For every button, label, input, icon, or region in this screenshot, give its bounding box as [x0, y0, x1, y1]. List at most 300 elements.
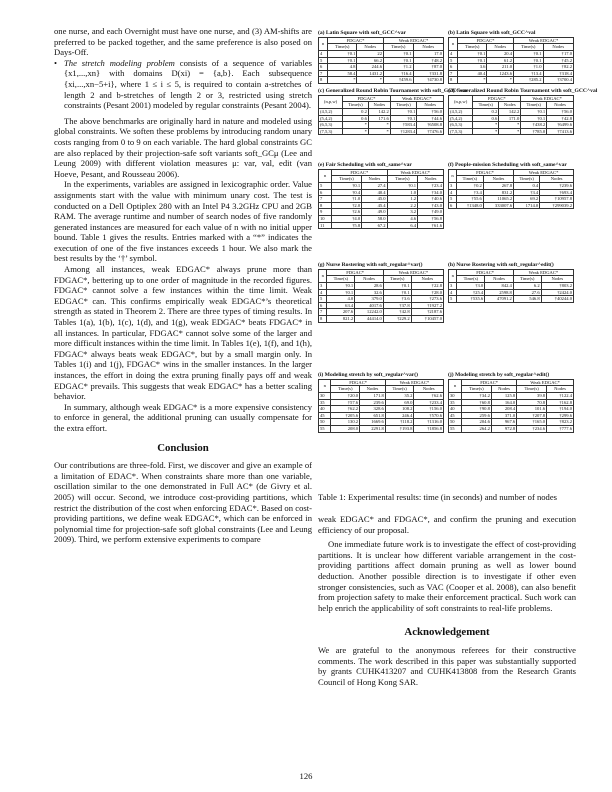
table-row	[449, 77, 574, 84]
table-cell: †2.0	[332, 202, 362, 209]
table-cell: †0.1	[390, 115, 417, 122]
table-cell: 67.2	[362, 222, 387, 229]
table-cell: †6499.6	[547, 122, 574, 129]
table-cell: 50	[319, 419, 331, 426]
key-header: n	[449, 169, 457, 182]
subtable-3	[448, 88, 598, 135]
table-row	[319, 196, 444, 203]
table-cell: *	[327, 77, 357, 84]
table-cell: †56.8	[418, 215, 444, 222]
table-cell: †438.2	[521, 122, 547, 129]
table-cell: 244.6	[357, 64, 384, 71]
fdgac-header: FDGAC*	[327, 37, 383, 44]
section-heading-acknowledgement: Acknowledgement	[404, 626, 490, 639]
table-cell: 130.2	[331, 419, 360, 426]
time-header: Time(s)	[457, 44, 487, 51]
subtable-caption: (b) Latin Square with soft_GCC^val	[448, 30, 536, 36]
table-cell: *	[357, 77, 384, 84]
table-row	[449, 419, 574, 426]
table-cell: (6,5,3)	[319, 122, 343, 129]
subtable-8	[318, 372, 444, 433]
key-header: n	[319, 269, 327, 282]
subtable-caption: (c) Generalized Round Robin Tournament with soft_GCC^var	[318, 88, 468, 94]
table-cell: †0.1	[383, 282, 411, 289]
table-cell: 8	[449, 77, 458, 84]
table-cell: 1.2	[387, 196, 417, 203]
table-cell: 4	[449, 189, 457, 196]
table-cell: 9	[319, 209, 332, 216]
paragraph: In the experiments, variables are assigned in lexicographic order. Value assignments start with the value with minimum unary cost. The test is conducted on a Dell Optiplex 280 with an Intel P4 3.2GHz CPU and 2GB RAM. The average runtime and number of search nodes of five randomly generated instances are measured for each value of n with no initial upper bound. Table 1 gives the results. Entries marked with a “*” indicates the execution of one of the five instances exceeds 1 hour. We also mark the best results by the ‘†’ symbol.	[54, 179, 312, 264]
table-cell: 208.4	[491, 406, 516, 413]
table-row	[319, 215, 444, 222]
table-cell: †10457.0	[411, 315, 443, 322]
subtable-2	[318, 88, 468, 135]
table-cell: 3	[319, 282, 327, 289]
subtable-caption: (f) People-mission Scheduling with soft_same^var	[448, 162, 567, 168]
table-cell: †90.8	[462, 406, 492, 413]
weak-edgac-header: Weak EDGAC*	[384, 37, 444, 44]
table-row	[449, 399, 574, 406]
time-header: Time(s)	[343, 102, 369, 109]
table-cell: 11	[319, 222, 332, 229]
table-cell: 2291.8	[360, 425, 386, 432]
table-cell: 35	[319, 399, 331, 406]
table-cell: 1669.6	[360, 419, 386, 426]
table-cell: †273.6	[411, 296, 443, 303]
table-cell: 1714.0	[514, 202, 540, 209]
table-cell: †42.8	[547, 115, 574, 122]
table-cell: †318.4	[543, 70, 573, 77]
table-cell: †0.1	[521, 115, 547, 122]
table-cell: †6508.8	[417, 122, 444, 129]
nodes-header: Nodes	[483, 176, 513, 183]
table-cell: 45	[319, 412, 331, 419]
nodes-header: Nodes	[360, 386, 386, 393]
fdgac-header: FDGAC*	[456, 169, 513, 176]
table-cell: 28.6	[355, 282, 384, 289]
table-row	[319, 50, 444, 57]
table-row	[319, 309, 444, 316]
table-cell: †299039.2	[540, 202, 574, 209]
table-cell: 27.4	[362, 182, 387, 189]
table-cell: 171.8	[360, 392, 386, 399]
table-cell: †2.6	[332, 209, 362, 216]
nodes-header: Nodes	[491, 386, 516, 393]
table-cell: †34.2	[462, 392, 492, 399]
table-row	[319, 289, 444, 296]
table-cell: †118.2	[385, 419, 414, 426]
table-cell: (4,5,2)	[319, 108, 343, 115]
table-row	[319, 182, 444, 189]
nodes-header: Nodes	[487, 44, 514, 51]
table-cell: †0.1	[390, 108, 417, 115]
table-cell: †1348.0	[456, 202, 483, 209]
table-cell: 171.0	[499, 115, 521, 122]
time-header: Time(s)	[514, 44, 544, 51]
paragraph: weak EDGAC* and FDGAC*, and confirm the pruning and execution efficiency of our proposal.	[318, 514, 576, 535]
table-cell: 164.0	[491, 399, 516, 406]
nodes-header: Nodes	[411, 276, 443, 283]
data-table	[318, 379, 444, 433]
table-cell: 45.0	[362, 196, 387, 203]
key-header: (n,p,w)	[319, 95, 343, 108]
table-cell: (7,5,3)	[449, 128, 473, 135]
time-header: Time(s)	[456, 176, 483, 183]
table-cell: 4	[449, 50, 458, 57]
section-heading-conclusion: Conclusion	[157, 441, 209, 454]
weak-edgac-header: Weak EDGAC*	[521, 95, 574, 102]
bullet-item	[54, 58, 312, 111]
nodes-header: Nodes	[485, 276, 514, 283]
table-cell: *	[499, 128, 521, 135]
table-row	[319, 209, 444, 216]
table-cell: 20.4	[487, 50, 514, 57]
table-cell: 69.0	[385, 399, 414, 406]
table-cell: 61.2	[487, 57, 514, 64]
table-cell: (7,5,3)	[319, 128, 343, 135]
table-cell: 17.0	[413, 50, 443, 57]
table-cell: †62.6	[414, 392, 444, 399]
table-cell: †156.0	[414, 406, 444, 413]
table-cell: 0.6	[343, 115, 369, 122]
table-cell: †331.8	[413, 70, 443, 77]
table-cell: 4	[319, 50, 328, 57]
table-cell: 3	[449, 182, 457, 189]
right-column	[318, 514, 576, 687]
table-cell: 0.6	[473, 115, 499, 122]
subtable-caption: (g) Nurse Rostering with soft_regular^var()	[318, 262, 423, 268]
table-cell: 35.2	[385, 392, 414, 399]
table-cell: †162.8	[547, 399, 574, 406]
table-cell: 30	[319, 392, 331, 399]
subtable-9	[448, 372, 574, 433]
page-number: 126	[299, 771, 313, 781]
key-header: n	[449, 269, 457, 282]
table-cell: †87.0	[413, 64, 443, 71]
table-cell: †55.6	[456, 196, 483, 203]
table-cell: †44.6	[417, 115, 444, 122]
table-cell: 4.0	[327, 296, 355, 303]
table-cell: 4.6	[387, 215, 417, 222]
table-cell: 3.2	[387, 209, 417, 216]
table-cell: †0.1	[327, 57, 357, 64]
table-row	[449, 282, 574, 289]
table-cell: 204.6	[462, 419, 492, 426]
nodes-header: Nodes	[413, 44, 443, 51]
table-cell: 8	[319, 77, 328, 84]
table-cell: †1.0	[332, 196, 362, 203]
table-cell: †16.4	[384, 70, 414, 77]
table-row	[319, 128, 444, 135]
data-table	[318, 37, 444, 84]
table-cell: 1431.2	[357, 70, 384, 77]
table-row	[449, 425, 574, 432]
table-cell: 0.4	[514, 182, 540, 189]
table-row	[449, 108, 574, 115]
table-cell: †0.1	[327, 282, 355, 289]
table-cell: 47091.2	[485, 296, 514, 303]
time-header: Time(s)	[517, 386, 547, 393]
table-row	[449, 289, 574, 296]
paragraph: Among all instances, weak EDGAC* always prune more than FDGAC*, bettering up to one order of magnitude in the recorded figures. FDGAC* cannot solve a few instances within the time limit. Weak EDGAC* can. This confirms empirically weak EDGAC*’s theoretical strength as stated in Theorem 2. There are three types of timing results. In Tables 1(a), 1(b), 1(c), 1(d), and 1(g), weak EDGAC* beats FDGAC* in all instances. In particular, FDGAC* cannot solve some of the larger and more difficult instances within the time limit. In Tables 1(e), 1(f), and 1(h), FDGAC* always beats weak EDGAC*, but by a small margin only. In Tables 1(i) and 1(j), FDGAC* wins in the smaller instances. In the larger instances, the effort in doing the extra pruning finally pays off and weak EDGAC* prevails. This suggests that weak EDGAC* has a better scaling behavior.	[54, 264, 312, 402]
table-cell: 70.8	[517, 399, 547, 406]
table-row	[319, 77, 444, 84]
nodes-header: Nodes	[417, 102, 444, 109]
paragraph: Our contributions are three-fold. First, we discover and give an example of a limitation of EDAC*. When constraints share more than one variable, oscillation similar to the one demonstrated in Full AC* (de Givry et al. 2005) will occur. Second, we introduce cost-providing partitions, which restrict the distribution of the cost when enforcing EDAC*. Based on cost-providing partitions, we define weak EDGAC*, which can be enforced in polynomial time for projection-safe soft global constraints (Lee and Leung 2009). Third, we perform extensive experiments to compare	[54, 460, 312, 545]
table-cell: †233.4	[414, 399, 444, 406]
table-cell: †0.1	[514, 57, 544, 64]
table-cell: †570.6	[414, 412, 444, 419]
table-cell: †583.4	[390, 122, 417, 129]
table-cell: (5,4,2)	[319, 115, 343, 122]
left-column	[54, 26, 312, 545]
table-cell: 12242.0	[355, 309, 384, 316]
data-table	[448, 379, 574, 433]
weak-edgac-header: Weak EDGAC*	[390, 95, 443, 102]
table-cell: (6,5,3)	[449, 122, 473, 129]
table-row	[319, 399, 444, 406]
table-cell: †0.1	[383, 289, 411, 296]
time-header: Time(s)	[327, 276, 355, 283]
weak-edgac-header: Weak EDGAC*	[514, 169, 574, 176]
table-cell: 6.4	[387, 222, 417, 229]
fdgac-header: FDGAC*	[457, 269, 513, 276]
table-cell: †459.6	[384, 77, 414, 84]
table-row	[449, 189, 574, 196]
table-cell: 6	[449, 64, 458, 71]
table-row	[449, 64, 574, 71]
table-cell: 171.6	[368, 115, 390, 122]
table-cell: 239.6	[360, 399, 386, 406]
subtable-caption: (h) Nurse Rostering with soft_regular^edit()	[448, 262, 554, 268]
table-cell: †193.8	[385, 425, 414, 432]
key-header: n	[319, 169, 332, 182]
weak-edgac-header: Weak EDGAC*	[514, 37, 574, 44]
table-cell: †535.6	[457, 296, 485, 303]
table-cell: 267.8	[483, 182, 513, 189]
table-row	[449, 50, 574, 57]
table-cell: †0.1	[327, 50, 357, 57]
nodes-header: Nodes	[355, 276, 384, 283]
table-cell: †207.8	[517, 412, 547, 419]
paragraph: We are grateful to the anonymous referees for their constructive comments. The work described in this paper was substantially supported by grants CUHK413207 and CUHK413808 from the Research Grants Council of Hong Kong SAR.	[318, 644, 576, 687]
table-cell: 22	[357, 50, 384, 57]
table-cell: †0.1	[521, 108, 547, 115]
table-cell: †823.2	[547, 419, 574, 426]
key-header: n	[319, 379, 331, 392]
table-cell: †3700.4	[543, 77, 573, 84]
subtable-caption: (j) Modeling stretch by soft_regular^edit()	[448, 372, 550, 378]
time-header: Time(s)	[390, 102, 417, 109]
table-cell: 4.8	[327, 64, 357, 71]
table-cell: 6	[449, 202, 457, 209]
table-row	[449, 196, 574, 203]
bullet-text: consists of a sequence of variables {x1,...,xn} with domains D(xi) = {a,b}. Each subsequence {xi,...,xn−5+i}, where 1 ≤ i ≤ 5, is required to contain a-stretches of length 2 and b-stretches of length 2 or 3, restricted using stretch constraints (Pesant 2001) modeled by regular constraints (Pesant 2004).	[64, 57, 312, 111]
table-cell: 0.2	[473, 108, 499, 115]
table-cell: †7476.6	[417, 128, 444, 135]
table-cell: 5	[319, 182, 332, 189]
table-cell: †0.1	[384, 57, 414, 64]
table-cell: †205.6	[331, 412, 360, 419]
table-cell: 32.6	[355, 289, 384, 296]
table-cell: †234.6	[517, 425, 547, 432]
data-table	[318, 95, 444, 136]
time-header: Time(s)	[457, 276, 485, 283]
subtable-6	[318, 262, 444, 323]
time-header: Time(s)	[387, 176, 417, 183]
table-cell: 40	[449, 406, 462, 413]
table-cell: †3.6	[383, 296, 411, 303]
table-cell: 7	[319, 70, 328, 77]
nodes-header: Nodes	[541, 276, 573, 283]
table-cell: 45.4	[362, 202, 387, 209]
table-cell: †56.0	[417, 108, 444, 115]
time-header: Time(s)	[332, 176, 362, 183]
table-row	[319, 202, 444, 209]
fdgac-header: FDGAC*	[331, 379, 385, 386]
weak-edgac-header: Weak EDGAC*	[517, 379, 574, 386]
table-cell: †23.4	[418, 182, 444, 189]
weak-edgac-header: Weak EDGAC*	[387, 169, 443, 176]
table-row	[449, 296, 574, 303]
table-cell: †229.2	[383, 315, 411, 322]
nodes-header: Nodes	[414, 386, 444, 393]
table-cell: 4	[319, 289, 327, 296]
table-cell: 5	[449, 296, 457, 303]
data-table	[448, 37, 574, 84]
table-cell: †165.0	[517, 419, 547, 426]
table-cell: †194.0	[547, 406, 574, 413]
table-cell: †4730.8	[413, 77, 443, 84]
table-cell: 58.4	[327, 70, 357, 77]
table-cell: 55	[319, 425, 331, 432]
table-cell: (5,4,2)	[449, 115, 473, 122]
table-row	[319, 296, 444, 303]
table-cell: 8	[319, 202, 332, 209]
table-cell: 45	[449, 412, 462, 419]
table-cell: †122.4	[547, 392, 574, 399]
time-header: Time(s)	[385, 386, 414, 393]
table-cell: 125.8	[491, 392, 516, 399]
table-cell: 40.4	[457, 70, 487, 77]
table-cell: 142.2	[368, 108, 390, 115]
table-cell: 63.4	[327, 302, 355, 309]
table-cell: 821.2	[327, 315, 355, 322]
table-row	[319, 282, 444, 289]
paragraph: One immediate future work is to investigate the effect of cost-providing partitions. It is unclear how different variable arrangement in the cost-providing partitions affect domain pruning as well as lower bound deduction. Another possible direction is to investigate if other even stronger consistencies, such as VAC (Cooper et al. 2008), can also benefit from projection safety to make their enforcement practical. Such work can help enrich the applicability of soft constraints to real-life problems.	[318, 539, 576, 613]
table-row	[449, 406, 574, 413]
nodes-header: Nodes	[357, 44, 384, 51]
nodes-header: Nodes	[547, 386, 574, 393]
weak-edgac-header: Weak EDGAC*	[513, 269, 573, 276]
table-cell: *	[499, 122, 521, 129]
table-cell: 69.2	[514, 196, 540, 203]
table-cell: †239.6	[540, 182, 574, 189]
table-cell: †1856.8	[414, 425, 444, 432]
table-cell: 4017.6	[355, 302, 384, 309]
table-cell: †2424.0	[541, 289, 573, 296]
table-row	[319, 412, 444, 419]
key-header: n	[449, 379, 462, 392]
table-cell: †299.6	[547, 412, 574, 419]
time-header: Time(s)	[513, 276, 541, 283]
table-cell: 39.8	[517, 392, 547, 399]
table-row	[319, 425, 444, 432]
table-cell: †0.1	[384, 50, 414, 57]
data-table	[318, 269, 444, 323]
table-cell: †57.6	[331, 399, 360, 406]
table-cell: †56.0	[547, 108, 574, 115]
nodes-header: Nodes	[543, 44, 573, 51]
time-header: Time(s)	[462, 386, 492, 393]
table-cell: †45.2	[543, 57, 573, 64]
table-cell: †34.0	[418, 189, 444, 196]
table-cell: 3.6	[457, 64, 487, 71]
table-cell: †777.6	[547, 425, 574, 432]
table-cell: †61.6	[418, 222, 444, 229]
table-cell: †1.0	[514, 64, 544, 71]
table-row	[319, 64, 444, 71]
table-row	[449, 57, 574, 64]
table-cell: 5	[449, 57, 458, 64]
subtable-5	[448, 162, 574, 209]
table-cell: †3.0	[457, 282, 485, 289]
table-cell: 831.2	[483, 189, 513, 196]
table-cell: †42.8	[383, 309, 411, 316]
table-row	[319, 70, 444, 77]
subtable-0	[318, 30, 444, 84]
table-cell: 5	[319, 57, 328, 64]
table-cell: †20.0	[331, 392, 360, 399]
key-header: n	[319, 37, 328, 50]
table-cell: †49.0	[418, 209, 444, 216]
table-cell: †785.0	[521, 128, 547, 135]
table-cell: 651.8	[360, 412, 386, 419]
table-cell: †48.2	[413, 57, 443, 64]
bullet-title: The stretch modeling problem	[64, 57, 175, 68]
table-cell: 3	[449, 282, 457, 289]
table-row	[319, 189, 444, 196]
nodes-header: Nodes	[540, 176, 574, 183]
time-header: Time(s)	[384, 44, 414, 51]
table-cell: *	[457, 77, 487, 84]
table-cell: †0.1	[327, 289, 355, 296]
table-cell: 1.0	[387, 189, 417, 196]
table-cell: 66.2	[357, 57, 384, 64]
subtable-4	[318, 162, 444, 229]
table-cell: 10	[319, 215, 332, 222]
fdgac-header: FDGAC*	[327, 269, 383, 276]
table-cell: 108.2	[385, 406, 414, 413]
table-row	[449, 202, 574, 209]
key-header: (n,p,w)	[449, 95, 473, 108]
nodes-header: Nodes	[547, 102, 574, 109]
table-cell: †285.2	[514, 77, 544, 84]
table-cell: 328.6	[360, 406, 386, 413]
table-row	[319, 108, 444, 115]
table-cell: †3.4	[514, 189, 540, 196]
nodes-header: Nodes	[362, 176, 387, 183]
data-table	[448, 169, 574, 210]
table-row	[319, 57, 444, 64]
data-table	[448, 95, 574, 136]
table-cell: 101.6	[517, 406, 547, 413]
table-cell: 7	[449, 70, 458, 77]
table-cell: 27.6	[513, 289, 541, 296]
paragraph: one nurse, and each Overnight must have one nurse, and (3) AM-shifts are preferred to be packed together, and the same preference is also posed on Days-Off.	[54, 26, 312, 58]
table-cell: †0.2	[456, 182, 483, 189]
table-row	[449, 70, 574, 77]
